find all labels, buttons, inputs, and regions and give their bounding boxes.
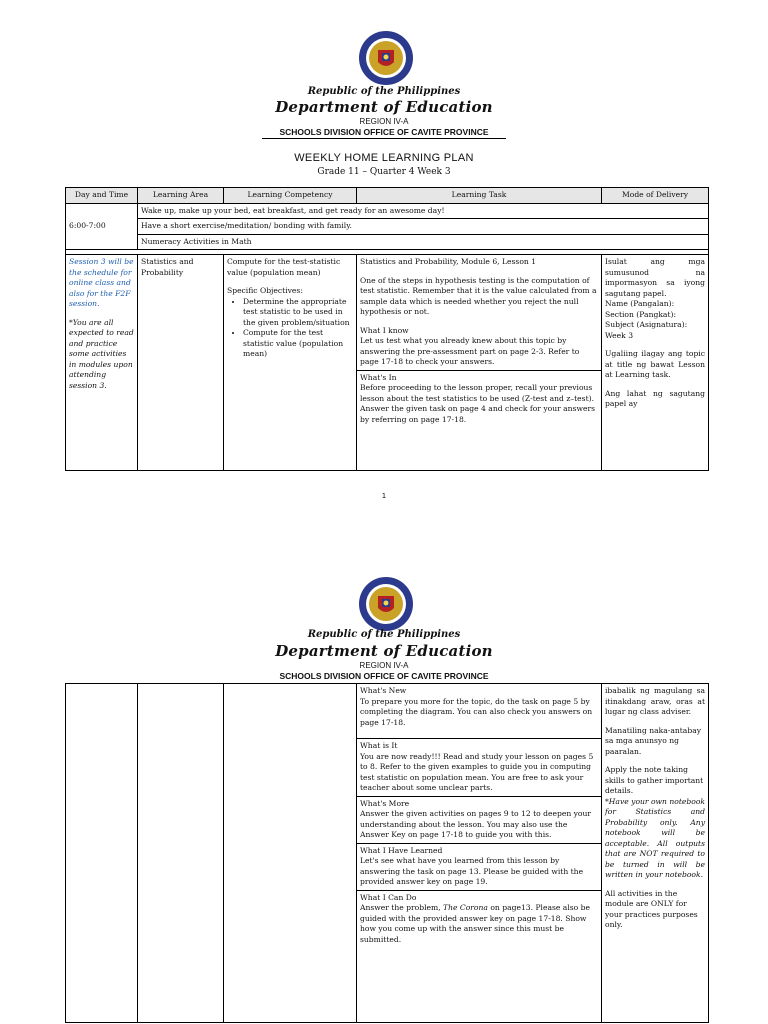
what-i-have-learned-heading: What I Have Learned	[360, 845, 443, 855]
objectives-label: Specific Objectives:	[227, 286, 303, 295]
what-is-it-text: You are now ready!!! Read and study your lesson on pages 5 to 8. Refer to the given examples to guide you in computing test statistic on population mean. You are free to ask your teacher about some unclear parts.	[360, 751, 594, 792]
task-block-whats-in	[357, 371, 601, 428]
session-note: Session 3 will be the schedule for online class and also for the F2F session.	[69, 257, 134, 308]
competency-cell-empty	[224, 684, 357, 1023]
task-block-what-i-can-do	[357, 891, 601, 948]
col-header-competency: Learning Competency	[224, 188, 357, 204]
routine-line-1: Wake up, make up your bed, eat breakfast, and get ready for an awesome day!	[138, 203, 709, 219]
deped-seal-icon	[358, 576, 414, 632]
whats-more-text: Answer the given activities on pages 9 to 12 to deepen your understanding about the lesson. You may also use the Answer Key on page 17-18 to guide you with this.	[360, 809, 592, 839]
day-cell	[66, 255, 138, 471]
sdo-line: SCHOOLS DIVISION OFFICE OF CAVITE PROVINCE	[279, 127, 489, 137]
table-header-row	[66, 188, 709, 204]
delivery-week: Week 3	[605, 330, 634, 340]
delivery-cell	[602, 684, 709, 1023]
what-i-can-do-text-start: Answer the problem,	[360, 903, 444, 912]
table-row	[66, 203, 709, 219]
what-i-can-do-text	[360, 903, 598, 945]
header-divider	[262, 138, 506, 139]
whats-more-heading: What's More	[360, 798, 410, 808]
task-block-whats-new	[357, 684, 601, 739]
problem-title: The Corona	[443, 903, 488, 912]
whats-new-text: To prepare you more for the topic, do the task on page 5 by completing the diagram. You can also check you answers on page 17-18.	[360, 696, 593, 727]
task-block-what-is-it	[357, 739, 601, 797]
day-cell-empty	[66, 684, 138, 1023]
task-cell	[357, 255, 602, 471]
department-line: Department of Education	[275, 642, 493, 660]
whats-in-heading: What's In	[360, 372, 397, 382]
page-2	[0, 572, 768, 1024]
area-cell-empty	[138, 684, 224, 1023]
competency-cell	[224, 255, 357, 471]
routine-line-2: Have a short exercise/meditation/ bonding with family.	[138, 219, 709, 235]
delivery-subject: Subject (Asignatura):	[605, 320, 688, 329]
delivery-return-note: ibabalik ng magulang sa itinakdang araw, oras at lugar ng class adviser.	[605, 686, 705, 716]
expectation-note: *You are all expected to read and practice some activities in modules upon attending session 3.	[69, 317, 134, 390]
col-header-area: Learning Area	[138, 188, 224, 204]
col-header-day: Day and Time	[66, 188, 138, 204]
delivery-name: Name (Pangalan):	[605, 299, 675, 308]
plan-subtitle: Grade 11 – Quarter 4 Week 3	[317, 167, 451, 177]
delivery-section: Section (Pangkat):	[605, 309, 677, 319]
time-cell: 6:00-7:00	[66, 203, 138, 250]
objective-item: • Compute for the test statistic value (population mean)	[243, 328, 353, 360]
objectives-list	[227, 297, 353, 360]
table-row	[66, 219, 709, 235]
task-block-intro	[357, 255, 601, 371]
whats-in-text: Before proceeding to the lesson proper, recall your previous lesson about the test statistics to be used (Z-test and z–test). Answer the given task on page 4 and check for your answers by referring on page 17-18.	[360, 383, 595, 424]
delivery-note-taking: Apply the note taking skills to gather important details.	[605, 765, 704, 795]
region-line: REGION IV-A	[359, 117, 409, 126]
task-cell	[357, 684, 602, 1023]
region-line: REGION IV-A	[359, 661, 409, 670]
sdo-line: SCHOOLS DIVISION OFFICE OF CAVITE PROVINCE	[279, 671, 489, 681]
what-i-can-do-text-end: on page13. Please also be guided with the provided answer key on page 17-18. Show how you come up with the answer since this must be submitted.	[360, 903, 591, 944]
page-number: 1	[381, 492, 387, 500]
delivery-practice-note: All activities in the module are ONLY for your practices purposes only.	[605, 888, 698, 929]
competency-text: Compute for the test-statistic value (population mean)	[227, 257, 341, 277]
learning-plan-table-continued	[65, 683, 709, 1023]
what-i-can-do-heading: What I Can Do	[360, 892, 417, 902]
learning-area-cell: Statistics and Probability	[138, 255, 224, 471]
republic-line: Republic of the Philippines	[307, 629, 461, 640]
what-is-it-heading: What is It	[360, 741, 398, 750]
whats-new-heading: What's New	[360, 686, 407, 695]
what-i-know-heading: What I know	[360, 325, 409, 335]
deped-seal-icon	[358, 30, 414, 86]
delivery-instruction: Isulat ang mga sumusunod na impormasyon sa iyong sagutang papel.	[605, 257, 705, 298]
what-i-know-text: Let us test what you already knew about this topic by answering the pre-assessment part on page 2-3. Refer to page 17-18 to check your answers.	[360, 336, 580, 366]
table-row	[66, 255, 709, 471]
department-line: Department of Education	[275, 98, 493, 116]
delivery-reminder: Ugaliing ilagay ang topic at title ng bawat Lesson at Learning task.	[605, 349, 705, 379]
table-row	[66, 234, 709, 250]
what-i-have-learned-text: Let's see what have you learned from this lesson by answering the task on page 13. Please be guided with the provided answer key on page 19.	[360, 856, 584, 886]
col-header-delivery: Mode of Delivery	[602, 188, 709, 204]
plan-title: WEEKLY HOME LEARNING PLAN	[294, 152, 474, 164]
delivery-announcement-note: Manatiling naka-antabay sa mga anunsyo ng paaralan.	[605, 725, 702, 756]
delivery-cell	[602, 255, 709, 471]
learning-plan-table	[65, 187, 709, 471]
republic-line: Republic of the Philippines	[307, 86, 461, 97]
task-block-what-i-have-learned	[357, 844, 601, 891]
intro-text: One of the steps in hypothesis testing is the computation of test statistic. Remember that it is the value calculated from a sample data which is needed whether you reject the null hypothesis or not.	[360, 275, 597, 316]
module-title: Statistics and Probability, Module 6, Lesson 1	[360, 257, 537, 266]
delivery-answer-sheets: Ang lahat ng sagutang papel ay	[605, 388, 705, 408]
objective-item: • Determine the appropriate test statistic to be used in the given problem/situation	[243, 297, 353, 329]
routine-line-3: Numeracy Activities in Math	[138, 234, 709, 250]
delivery-notebook-note: *Have your own notebook for Statistics and Probability only. Any notebook will be acceptable. All outputs that are NOT required to be turned in will be written in your notebook.	[605, 796, 705, 879]
task-block-whats-more	[357, 797, 601, 844]
table-row	[66, 684, 709, 1023]
col-header-task: Learning Task	[357, 188, 602, 204]
